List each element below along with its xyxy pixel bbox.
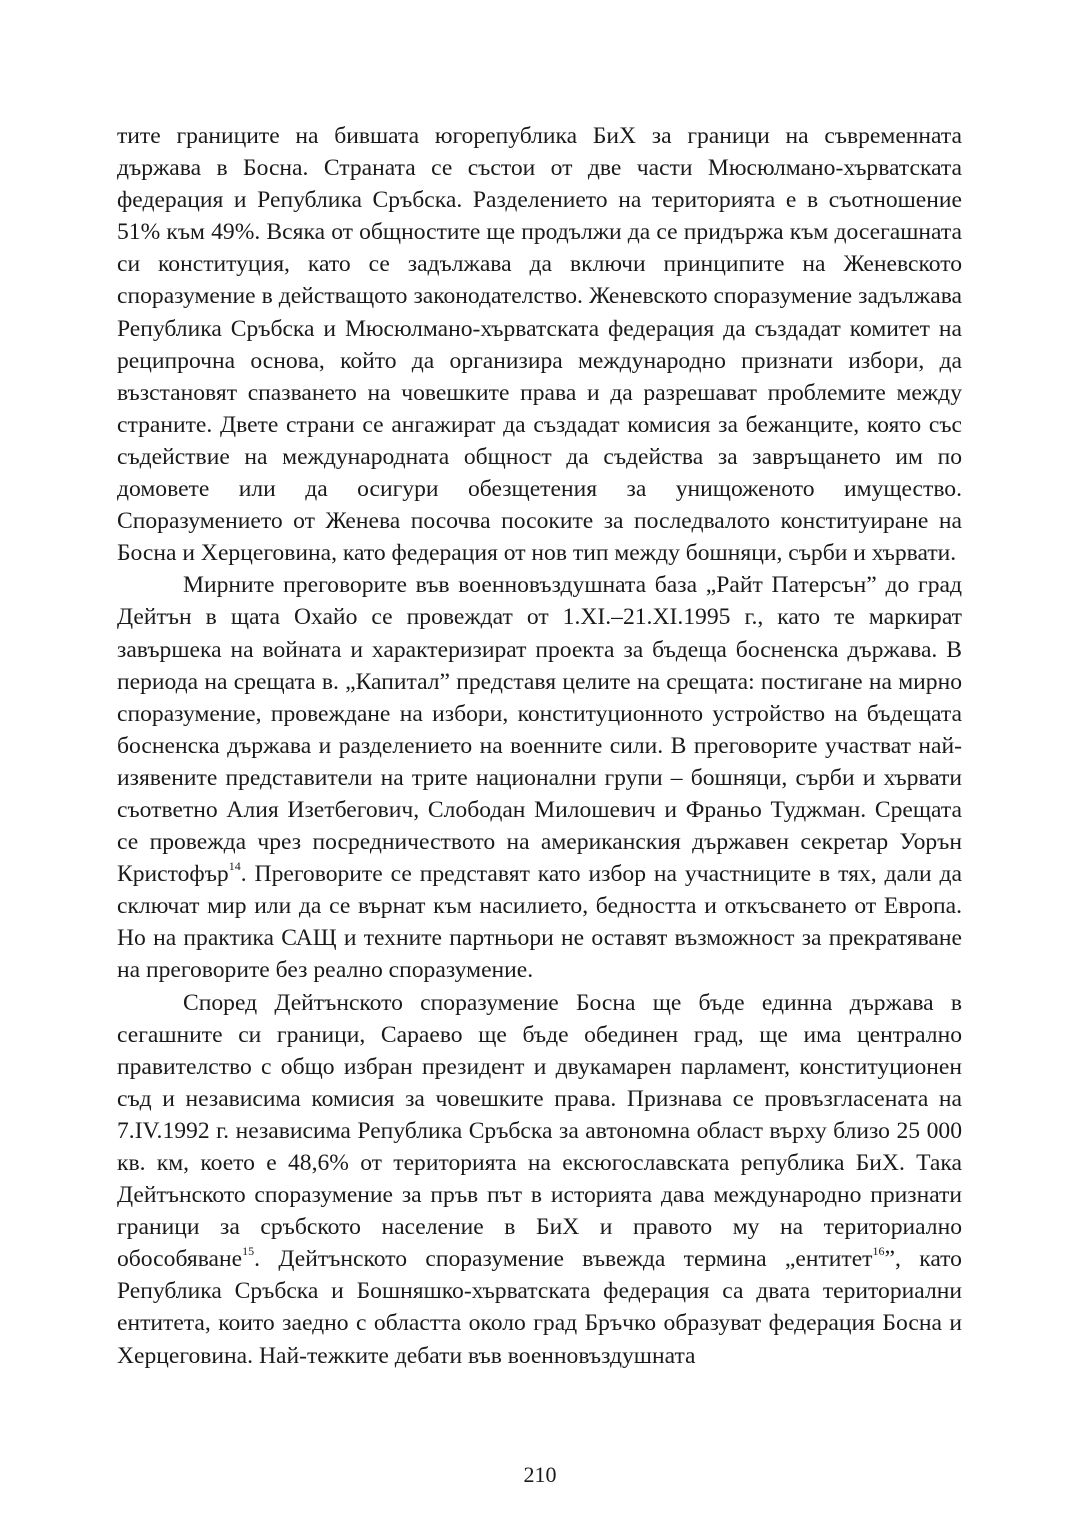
paragraph-2-text-b: . Преговорите се представят като избор на участниците в тях, дали да сключат мир или да се върнат към насилието, бедността и откъсването от Европа. Но на практика САЩ и техните партньори не оставят възможност за прекратяване на преговорите без реално споразумение.	[117, 861, 962, 984]
paragraph-3-text-c: ”, като Република Сръбска и Бошняшко-хърватската федерация са двата териториални ентитета, които заедно с областта около град Бръчко образуват федерация Босна и Херцеговина. Най-тежките дебати във военновъздушната	[117, 1246, 962, 1369]
paragraph-2	[117, 569, 962, 986]
page-number: 210	[523, 1462, 557, 1487]
paragraph-2-text-a: Мирните преговорите във военновъздушната база „Райт Патерсън” до град Дейтън в щата Охайо се провеждат от 1.XI.–21.XI.1995 г., като те маркират завършека на войната и характеризират проекта за бъдеща босненска държава. В периода на срещата в. „Капитал” представя целите на срещата: постигане на мирно споразумение, провеждане на избори, конституционното устройство на бъдещата босненска държава и разделението на военните сили. В преговорите участват най-изявените представители на трите национални групи – бошняци, сърби и хървати съответно Алия Изетбегович, Слободан Милошевич и Франьо Туджман. Срещата се провежда чрез посредничеството на американския държавен секретар Уорън Кристофър	[117, 572, 962, 888]
paragraph-3	[117, 987, 962, 1372]
paragraph-3-text-a: Според Дейтънското споразумение Босна ще бъде единна държава в сегашните си граници, Сараево ще бъде обединен град, ще има централно правителство с общо избран президент и двукамарен парламент, конституционен съд и независима комисия за човешките права. Признава се провъзгласената на 7.IV.1992 г. независима Република Сръбска за автономна област върху близо 25 000 кв. км, което е 48,6% от територията на ексюгославската република БиХ. Така Дейтънското споразумение за пръв път в историята дава международно признати граници за сръбското население в БиХ и правото му на териториално обособяване	[117, 989, 962, 1273]
paragraph-3-text-b: . Дейтънското споразумение въвежда термина „ентитет	[254, 1246, 873, 1273]
footnote-ref-14[interactable]: 14	[228, 859, 241, 874]
footnote-ref-16[interactable]: 16	[872, 1244, 885, 1259]
paragraph-1	[117, 120, 962, 569]
body-text	[117, 120, 962, 1372]
paragraph-1-text: тите границите на бившата югорепублика БиХ за граници на съвременната държава в Босна. Страната се състои от две части Мюсюлмано-хърватската федерация и Република Сръбска. Разделението на територията е в съотношение 51% към 49%. Всяка от общностите ще продължи да се придържа към досегашната си конституция, като се задължава да включи принципите на Женевското споразумение в действащото законодателство. Женевското споразумение задължава Република Сръбска и Мюсюлмано-хърватската федерация да създадат комитет на реципрочна основа, който да организира международно признати избори, да възстановят спазването на човешките права и да разрешават проблемите между страните. Двете страни се ангажират да създадат комисия за бежанците, която със съдействие на международната общност да съдейства за завръщането им по домовете или да осигури обезщетения за унищоженото имущество. Споразумението от Женева посочва посоките за последвалото конституиране на Босна и Херцеговина, като федерация от нов тип между бошняци, сърби и хървати.	[117, 123, 962, 567]
footnote-ref-15[interactable]: 15	[242, 1244, 255, 1259]
